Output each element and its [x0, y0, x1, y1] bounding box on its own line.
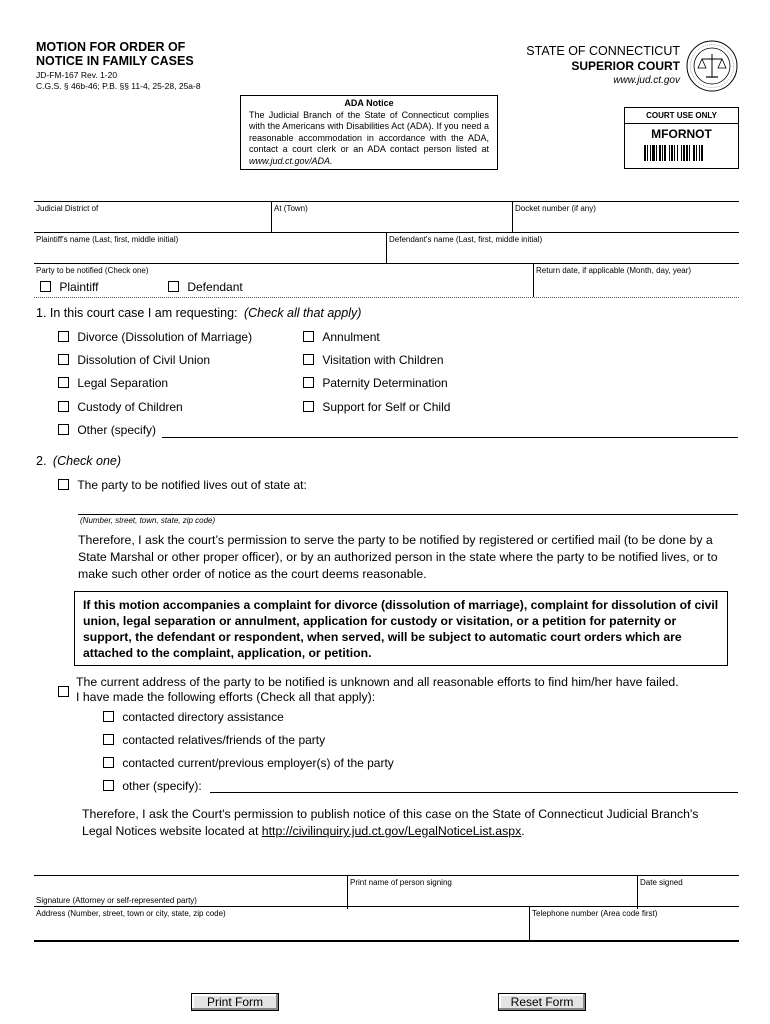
relatives-checkbox[interactable] — [103, 734, 114, 745]
effort-employer — [103, 756, 394, 770]
section2-heading-text: 2. — [36, 454, 47, 468]
effort-other-line[interactable] — [210, 792, 738, 793]
paternity-label: Paternity Determination — [322, 376, 448, 390]
court-name: SUPERIOR COURT — [571, 59, 680, 73]
form-meta — [36, 70, 201, 92]
support-label: Support for Self or Child — [322, 400, 451, 414]
ada-notice-text: The Judicial Branch of the State of Connecticut complies with the Americans with Disabilities Act (ADA). If you need a reasonable accommodation in accordance with the ADA, contact a court clerk or an ADA contact person listed at — [249, 109, 489, 154]
court-website: www.jud.ct.gov — [613, 75, 680, 86]
bottom-rule — [34, 941, 739, 942]
party-to-notify-field — [34, 264, 534, 297]
custody-label: Custody of Children — [77, 400, 183, 414]
docket-field[interactable] — [513, 202, 739, 233]
form-title-line1: MOTION FOR ORDER OF — [36, 40, 186, 54]
employer-label: contacted current/previous employer(s) of the party — [122, 756, 394, 770]
therefore-paragraph-1: Therefore, I ask the court’s permission to serve the party to be notified by registered or certified mail (to be done by a State Marshal or other proper officer), or by an authorized person in the state where the party to be notified lives, or to make such other order of notice as the court deems reasonable. — [78, 533, 718, 581]
option-address-unknown — [58, 683, 69, 701]
legal-separation-label: Legal Separation — [77, 376, 169, 390]
reset-form-button[interactable]: Reset Form — [498, 993, 586, 1011]
court-use-only-box — [624, 107, 739, 169]
plaintiff-name-field[interactable] — [34, 233, 387, 264]
section1-heading — [36, 306, 361, 320]
effort-other-checkbox[interactable] — [103, 780, 114, 791]
section1-heading-text: 1. In this court case I am requesting: — [36, 306, 238, 320]
option-dissolution-civil-union — [58, 353, 210, 367]
form-statutes: C.G.S. § 46b-46; P.B. §§ 11-4, 25-28, 25a-8 — [36, 81, 201, 91]
court-use-label: COURT USE ONLY — [625, 108, 738, 124]
address-caption: (Number, street, town, state, zip code) — [80, 516, 216, 525]
return-date-field[interactable] — [534, 264, 739, 297]
other-label: Other (specify) — [77, 423, 157, 437]
out-of-state-checkbox[interactable] — [58, 479, 69, 490]
ada-notice — [240, 95, 498, 170]
address-unknown-text — [76, 675, 741, 705]
date-signed-field[interactable] — [638, 876, 739, 909]
option-visitation — [303, 353, 444, 367]
annulment-label: Annulment — [322, 330, 380, 344]
row-address — [34, 906, 739, 941]
party-to-notify-label: Party to be notified (Check one) — [36, 266, 149, 275]
ada-notice-title: ADA Notice — [344, 98, 394, 108]
defendant-name-field[interactable] — [387, 233, 739, 264]
annulment-checkbox[interactable] — [303, 331, 314, 342]
form-code: MFORNOT — [651, 127, 712, 141]
therefore2-line2 — [82, 823, 742, 840]
address-unknown-checkbox[interactable] — [58, 686, 69, 697]
out-of-state-label: The party to be notified lives out of state at: — [77, 478, 307, 492]
form-title-line2: NOTICE IN FAMILY CASES — [36, 54, 194, 68]
row-district — [34, 201, 739, 233]
state-seal-icon — [686, 40, 738, 92]
row-signature — [34, 875, 739, 909]
therefore2-period: . — [521, 824, 525, 838]
visitation-label: Visitation with Children — [322, 353, 444, 367]
form-title — [36, 40, 194, 68]
plaintiff-checkbox[interactable] — [40, 281, 51, 292]
signature-label: Signature (Attorney or self-represented party) — [36, 896, 197, 905]
visitation-checkbox[interactable] — [303, 354, 314, 365]
row-names — [34, 232, 739, 264]
docket-label: Docket number (if any) — [515, 204, 596, 213]
option-legal-separation — [58, 376, 168, 390]
divorce-label: Divorce (Dissolution of Marriage) — [77, 330, 253, 344]
automatic-orders-notice: If this motion accompanies a complaint for divorce (dissolution of marriage), complaint for dissolution of civil union, legal separation or annulment, application for custody or visitation, or a petition for paternity or support, the defendant or respondent, when served, will be subject to automatic court orders which are attached to the complaint, application, or petition. — [74, 591, 728, 666]
custody-checkbox[interactable] — [58, 401, 69, 412]
out-of-state-address-line[interactable] — [78, 514, 738, 515]
plaintiff-option — [40, 280, 98, 294]
section1-heading-note: (Check all that apply) — [243, 306, 362, 320]
defendant-checkbox[interactable] — [168, 281, 179, 292]
effort-directory — [103, 710, 284, 724]
therefore2-line1: Therefore, I ask the Court's permission to publish notice of this case on the State of Connecticut Judicial Branch's — [82, 807, 699, 821]
section2-heading — [36, 454, 121, 468]
row-party — [34, 263, 739, 298]
section2-heading-note: (Check one) — [52, 454, 122, 468]
effort-relatives — [103, 733, 325, 747]
telephone-label: Telephone number (Area code first) — [532, 909, 658, 918]
legal-separation-checkbox[interactable] — [58, 377, 69, 388]
effort-other-label: other (specify): — [122, 779, 202, 793]
option-custody — [58, 400, 183, 414]
town-field[interactable] — [272, 202, 513, 233]
address-label: Address (Number, street, town or city, state, zip code) — [36, 909, 226, 918]
option-support — [303, 400, 450, 414]
option-paternity — [303, 376, 448, 390]
option-other — [58, 423, 156, 437]
ada-notice-body — [249, 110, 489, 168]
therefore-paragraph-2 — [82, 806, 742, 840]
effort-other — [103, 779, 202, 793]
civil-union-checkbox[interactable] — [58, 354, 69, 365]
defendant-option-label: Defendant — [187, 280, 243, 294]
judicial-district-field[interactable] — [34, 202, 272, 233]
barcode-icon — [644, 145, 720, 161]
relatives-label: contacted relatives/friends of the party — [122, 733, 326, 747]
plaintiff-option-label: Plaintiff — [59, 280, 99, 294]
legal-notices-link[interactable]: http://civilinquiry.jud.ct.gov/LegalNoticeList.aspx — [261, 824, 522, 838]
town-label: At (Town) — [274, 204, 308, 213]
print-form-button[interactable]: Print Form — [191, 993, 279, 1011]
directory-label: contacted directory assistance — [122, 710, 284, 724]
address-unknown-line2: I have made the following efforts (Check all that apply): — [76, 690, 376, 704]
divorce-checkbox[interactable] — [58, 331, 69, 342]
ada-link[interactable]: www.jud.ct.gov/ADA. — [249, 155, 333, 166]
directory-checkbox[interactable] — [103, 711, 114, 722]
form-id: JD-FM-167 Rev. 1-20 — [36, 70, 118, 80]
civil-union-label: Dissolution of Civil Union — [77, 353, 211, 367]
option-divorce — [58, 330, 252, 344]
option-out-of-state — [58, 478, 307, 492]
plaintiff-name-label: Plaintiff's name (Last, first, middle initial) — [36, 235, 179, 244]
return-date-label: Return date, if applicable (Month, day, year) — [536, 266, 692, 275]
support-checkbox[interactable] — [303, 401, 314, 412]
signature-field[interactable] — [34, 876, 348, 909]
other-checkbox[interactable] — [58, 424, 69, 435]
therefore2-text: Legal Notices website located at — [82, 824, 262, 838]
print-name-label: Print name of person signing — [350, 878, 452, 887]
option-annulment — [303, 330, 380, 344]
defendant-name-label: Defendant's name (Last, first, middle initial) — [389, 235, 543, 244]
paternity-checkbox[interactable] — [303, 377, 314, 388]
telephone-field[interactable] — [530, 907, 739, 940]
other-specify-line[interactable] — [162, 437, 738, 438]
judicial-district-label: Judicial District of — [36, 204, 99, 213]
defendant-option — [168, 280, 243, 294]
address-field[interactable] — [34, 907, 530, 940]
date-signed-label: Date signed — [640, 878, 683, 887]
address-unknown-line1: The current address of the party to be notified is unknown and all reasonable efforts to find him/her have failed. — [76, 675, 679, 689]
print-name-field[interactable] — [348, 876, 638, 909]
state-name: STATE OF CONNECTICUT — [526, 44, 680, 58]
employer-checkbox[interactable] — [103, 757, 114, 768]
